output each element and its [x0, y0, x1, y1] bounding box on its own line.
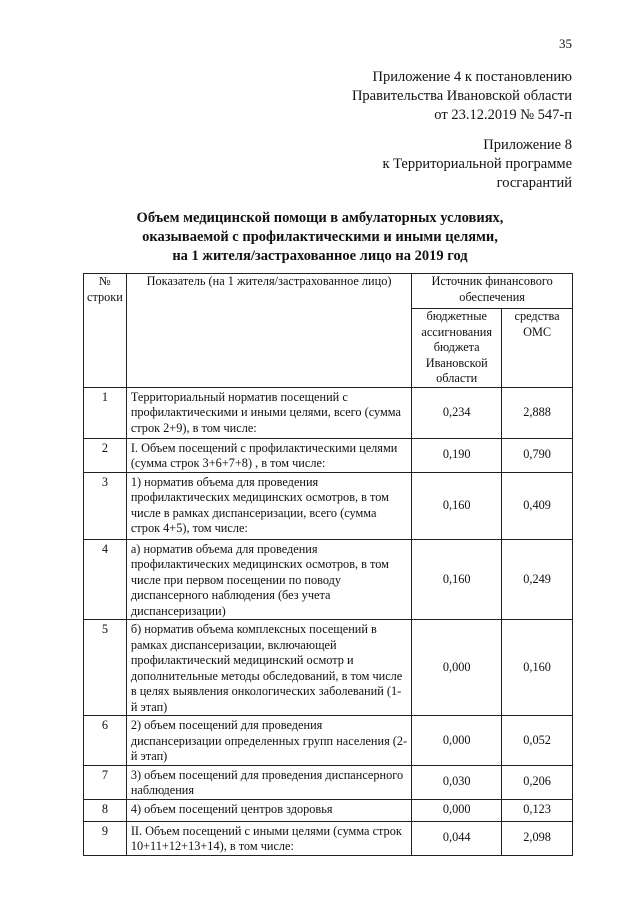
- row-number: 1: [84, 387, 127, 438]
- page-number: 35: [559, 36, 572, 51]
- row-oms-value: 0,160: [502, 620, 573, 716]
- row-number: 7: [84, 765, 127, 799]
- annex-line: госгарантий: [496, 175, 572, 191]
- row-indicator: I. Объем посещений с профилактическими целями (сумма строк 3+6+7+8) , в том числе:: [126, 438, 411, 472]
- table-row: [84, 716, 573, 766]
- row-budget-value: 0,000: [412, 799, 502, 821]
- annex-line: Приложение 8: [483, 137, 572, 153]
- annex-line: Правительства Ивановской области: [351, 88, 572, 104]
- row-indicator: 3) объем посещений для проведения диспансерного наблюдения: [126, 765, 411, 799]
- table-row: [84, 821, 573, 855]
- row-budget-value: 0,160: [412, 472, 502, 539]
- row-oms-value: 2,888: [502, 387, 573, 438]
- table-row: [84, 387, 573, 438]
- row-oms-value: 0,206: [502, 765, 573, 799]
- row-oms-value: 0,052: [502, 716, 573, 766]
- row-budget-value: 0,030: [412, 765, 502, 799]
- row-budget-value: 0,160: [412, 539, 502, 620]
- header-funding-source: Источник финансового обеспечения: [412, 274, 573, 309]
- row-number: 2: [84, 438, 127, 472]
- row-budget-value: 0,190: [412, 438, 502, 472]
- row-number: 9: [84, 821, 127, 855]
- row-number: 8: [84, 799, 127, 821]
- header-oms: средства ОМС: [502, 309, 573, 388]
- row-number: 5: [84, 620, 127, 716]
- volume-table: [83, 273, 573, 856]
- row-indicator: II. Объем посещений с иными целями (сумма строк 10+11+12+13+14), в том числе:: [126, 821, 411, 855]
- row-oms-value: 0,409: [502, 472, 573, 539]
- table-row: [84, 438, 573, 472]
- row-oms-value: 0,790: [502, 438, 573, 472]
- annex-line: Приложение 4 к постановлению: [372, 69, 572, 85]
- header-row-number: № строки: [84, 274, 127, 388]
- row-indicator: а) норматив объема для проведения профилактических медицинских осмотров, в том числе при первом посещении по поводу диспансерного наблюдения (без учета диспансеризации): [126, 539, 411, 620]
- program-annex-reference: [382, 136, 572, 193]
- table-row: [84, 539, 573, 620]
- document-title: [0, 209, 640, 266]
- annex-line: к Территориальной программе: [382, 156, 572, 172]
- row-indicator: 4) объем посещений центров здоровья: [126, 799, 411, 821]
- header-indicator: Показатель (на 1 жителя/застрахованное лицо): [126, 274, 411, 388]
- annex-line: от 23.12.2019 № 547-п: [434, 107, 572, 123]
- row-number: 6: [84, 716, 127, 766]
- row-budget-value: 0,000: [412, 620, 502, 716]
- row-indicator: 2) объем посещений для проведения диспансеризации определенных групп населения (2-й этап): [126, 716, 411, 766]
- row-budget-value: 0,234: [412, 387, 502, 438]
- table-row: [84, 799, 573, 821]
- table-row: [84, 765, 573, 799]
- row-indicator: б) норматив объема комплексных посещений в рамках диспансеризации, включающей профилактический медицинский осмотр и дополнительные методы обследований, в том числе в целях выявления онкологических заболеваний (1-й этап): [126, 620, 411, 716]
- row-oms-value: 0,249: [502, 539, 573, 620]
- row-indicator: 1) норматив объема для проведения профилактических медицинских осмотров, в том числе в рамках диспансеризации, всего (сумма строк 4+5), том числе:: [126, 472, 411, 539]
- row-indicator: Территориальный норматив посещений с профилактическими и иными целями, всего (сумма строк 2+9), в том числе:: [126, 387, 411, 438]
- table-row: [84, 472, 573, 539]
- title-line: на 1 жителя/застрахованное лицо на 2019 год: [172, 248, 468, 264]
- table-row: [84, 620, 573, 716]
- row-oms-value: 0,123: [502, 799, 573, 821]
- header-budget: бюджетные ассигнования бюджета Ивановской области: [412, 309, 502, 388]
- row-oms-value: 2,098: [502, 821, 573, 855]
- row-budget-value: 0,044: [412, 821, 502, 855]
- row-budget-value: 0,000: [412, 716, 502, 766]
- title-line: Объем медицинской помощи в амбулаторных условиях,: [136, 210, 504, 226]
- annex-reference: [352, 68, 572, 125]
- row-number: 3: [84, 472, 127, 539]
- header-row: [84, 274, 573, 309]
- row-number: 4: [84, 539, 127, 620]
- title-line: оказываемой с профилактическими и иными целями,: [142, 229, 498, 245]
